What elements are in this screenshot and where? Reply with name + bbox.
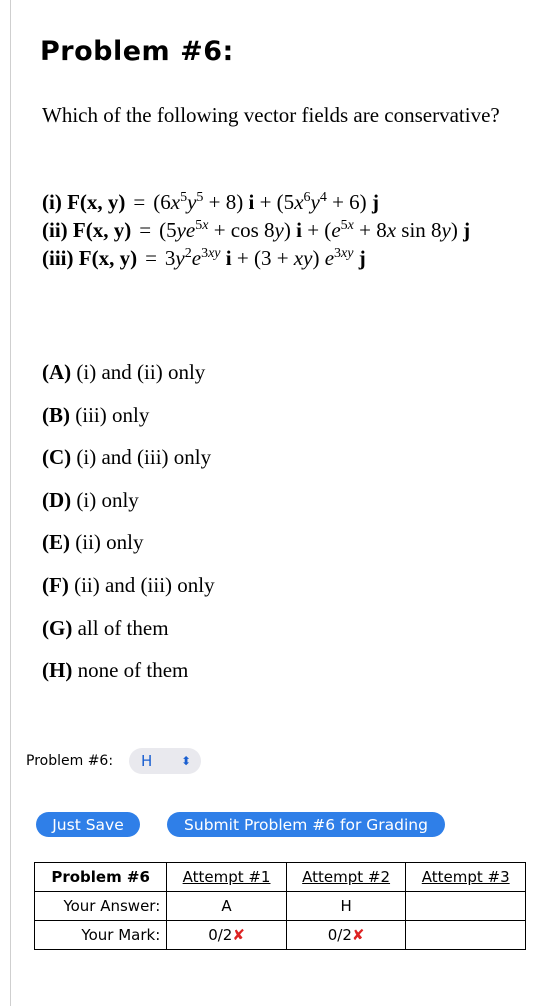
your-answer-label: Your Answer: <box>35 892 167 921</box>
answer-row <box>26 748 201 774</box>
field-i-label: (i) <box>42 190 62 214</box>
problem-title: Problem #6: <box>40 36 234 67</box>
field-iii-label: (iii) <box>42 246 74 270</box>
table-row-marks <box>35 921 526 950</box>
choice-d: (D) (i) only <box>42 487 139 512</box>
mark-attempt-2: 0/2✘ <box>286 921 406 950</box>
choice-c: (C) (i) and (iii) only <box>42 445 212 470</box>
answer-attempt-2: H <box>286 892 406 921</box>
choice-h: (H) none of them <box>42 658 189 683</box>
table-header-attempt-2[interactable]: Attempt #2 <box>286 863 406 892</box>
table-header-row <box>35 863 526 892</box>
choice-g: (G) all of them <box>42 615 169 640</box>
table-header-attempt-1[interactable]: Attempt #1 <box>167 863 287 892</box>
table-header-problem: Problem #6 <box>35 863 167 892</box>
answer-attempt-3 <box>406 892 526 921</box>
wrong-x-icon: ✘ <box>232 926 245 944</box>
table-header-attempt-3[interactable]: Attempt #3 <box>406 863 526 892</box>
your-mark-label: Your Mark: <box>35 921 167 950</box>
just-save-button[interactable]: Just Save <box>36 812 140 837</box>
mark-attempt-1: 0/2✘ <box>167 921 287 950</box>
question-text: Which of the following vector fields are conservative? <box>42 103 500 127</box>
left-border <box>10 0 11 1006</box>
field-iii-lhs: F(x, y) <box>78 246 138 270</box>
field-iii: (iii) F(x, $y) = 3y^2e^{3xy}$ i + (3 + xy) $e^{3xy}$ j <box>42 246 366 270</box>
choice-f: (F) (ii) and (iii) only <box>42 572 215 597</box>
choice-e: (E) (ii) only <box>42 530 144 555</box>
choice-a: (A) (i) and (ii) only <box>42 360 206 384</box>
field-ii-label: (ii) <box>42 218 68 242</box>
answer-select-value: H <box>141 752 153 770</box>
choice-b: (B) (iii) only <box>42 402 150 427</box>
field-i: (i) F(x, $y) = (6x^5y^5 + 8) i + (5x^6y^4 + 6)$ j <box>42 190 379 214</box>
table-row-answers <box>35 892 526 921</box>
mark-attempt-3 <box>406 921 526 950</box>
answer-select[interactable] <box>129 748 201 774</box>
up-down-chevron-icon: ⬍ <box>180 754 192 768</box>
vector-fields <box>42 188 522 272</box>
field-ii-lhs: F(x, y) <box>72 218 132 242</box>
wrong-x-icon: ✘ <box>351 926 365 944</box>
attempts-table <box>34 862 526 950</box>
field-ii: (ii) F(x, $y) = (5ye^{5x} + \cos 8y) i + (e^{5x} + 8x$ sin 8y) j <box>42 218 471 242</box>
answer-choices <box>42 358 215 699</box>
answer-label: Problem #6: <box>26 753 114 769</box>
answer-attempt-1: A <box>167 892 287 921</box>
submit-problem-button[interactable]: Submit Problem #6 for Grading <box>167 812 445 837</box>
field-i-lhs: F(x, y) <box>67 190 126 214</box>
